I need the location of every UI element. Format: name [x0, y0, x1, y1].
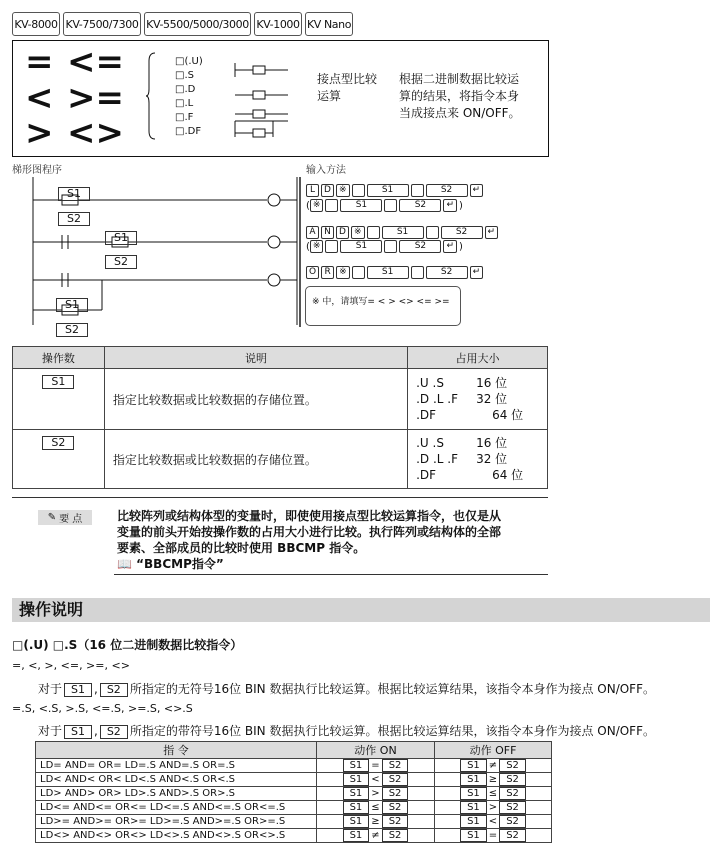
desc-type-line-2: 运算 [317, 89, 342, 103]
ops-signed: =.S, <.S, >.S, <=.S, >=.S, <>.S [12, 702, 193, 715]
off-op: ≤ [488, 788, 498, 799]
size-type: .U .S [416, 376, 444, 390]
operator-gt: > [25, 113, 54, 153]
s2-box: S2 [499, 787, 526, 800]
col-desc: 说明 [104, 347, 407, 369]
s2-box: S2 [499, 815, 526, 828]
instruction-header [12, 40, 549, 157]
suffix-f: □.F [175, 112, 194, 123]
input-row-ld-alt [306, 199, 463, 212]
key-space [426, 226, 439, 239]
on-op: ≤ [371, 802, 380, 813]
s1-box: S1 [343, 787, 370, 800]
on-op: < [371, 774, 380, 785]
note-title [38, 510, 92, 525]
suffix-l: □.L [175, 98, 194, 109]
tab-kvnano[interactable]: KV Nano [305, 12, 353, 36]
para-text: 所指定的无符号16位 BIN 数据执行比较运算。根据比较运算结果，该指令本身作为接点 ON/OFF。 [129, 682, 655, 696]
s2-box: S2 [382, 801, 409, 814]
para-comma: , [94, 724, 98, 738]
key-s2: S2 [426, 266, 468, 279]
pin-icon: ✎ [47, 512, 57, 523]
note-divider-top [12, 497, 548, 498]
enter-icon: ↵ [443, 240, 457, 253]
operand-cell [13, 430, 105, 489]
key-space [325, 240, 338, 253]
key-s1: S1 [382, 226, 424, 239]
note-divider-bottom [114, 574, 548, 575]
operand-s2: S2 [42, 436, 74, 450]
suffix-u: □(.U) [175, 56, 203, 67]
col-off: 动作 OFF [435, 742, 552, 759]
enter-icon: ↵ [470, 266, 484, 279]
s1-box: S1 [460, 787, 487, 800]
instr-cell: LD>= AND>= OR>= LD>=.S AND>=.S OR>=.S [36, 815, 317, 829]
size-type: .DF [416, 468, 437, 482]
off-op: < [488, 816, 498, 827]
operand-table [12, 346, 548, 489]
off-cell [435, 787, 552, 801]
instruction-table [35, 741, 552, 843]
off-cell [435, 801, 552, 815]
subtitle: □(.U) □.S（16 位二进制数据比较指令） [12, 638, 243, 652]
s1-box: S1 [460, 815, 487, 828]
off-cell [435, 815, 552, 829]
table-row [36, 759, 552, 773]
brace-icon [145, 51, 157, 141]
size-bits: 32 位 [476, 392, 508, 406]
size-type: .D .L .F [416, 392, 458, 406]
s1-box: S1 [460, 759, 487, 772]
size-type: .U .S [416, 436, 444, 450]
s2-box: S2 [382, 787, 409, 800]
paren-open: ( [306, 200, 310, 212]
operand-desc: 指定比较数据或比较数据的存储位置。 [104, 430, 407, 489]
note-body [117, 508, 547, 572]
off-cell [435, 759, 552, 773]
operand-sizes [408, 369, 548, 430]
desc-func-line-2: 算的结果，将指令本身 [399, 89, 520, 103]
off-op: ≠ [488, 760, 498, 771]
key-s1: S1 [340, 199, 382, 212]
input-row-or [306, 266, 485, 279]
header-desc-type [317, 71, 377, 105]
contact-symbols-icon [233, 57, 293, 141]
key-a: A [306, 226, 319, 239]
suffix-s: □.S [175, 70, 194, 81]
key-s2: S2 [441, 226, 483, 239]
on-cell [317, 815, 435, 829]
input-row-ld [306, 184, 485, 197]
ladder-s2-r3 [56, 318, 88, 337]
ladder-title: 梯形图程序 [12, 165, 62, 176]
input-note: ※ 中，请填写= < > <> <= >= [312, 297, 450, 307]
ladder-s1-r1 [58, 182, 90, 201]
s2-box: S2 [499, 759, 526, 772]
note-line-3: 要素、全部成员的比较时使用 BBCMP 指令。 [117, 541, 366, 555]
operator-eq: = [25, 42, 54, 82]
desc-type-line-1: 接点型比较 [317, 72, 378, 86]
size-type: .D .L .F [416, 452, 458, 466]
enter-icon: ↵ [443, 199, 457, 212]
inline-s2: S2 [100, 725, 128, 739]
s2-box: S2 [499, 801, 526, 814]
s1-box: S1 [343, 773, 370, 786]
ladder-label-s2: S2 [105, 255, 137, 269]
paren-close: ) [459, 241, 463, 253]
on-cell [317, 787, 435, 801]
s2-box: S2 [382, 815, 409, 828]
ladder-label-s1: S1 [58, 187, 90, 201]
on-cell [317, 801, 435, 815]
key-r: R [321, 266, 334, 279]
ladder-label-s2: S2 [56, 323, 88, 337]
off-op: > [488, 802, 498, 813]
key-cmp: ※ [336, 266, 350, 279]
s2-box: S2 [499, 773, 526, 786]
key-space [352, 266, 365, 279]
instr-cell: LD= AND= OR= LD=.S AND=.S OR=.S [36, 759, 317, 773]
note-ref-text[interactable]: “BBCMP指令” [136, 557, 224, 571]
operand-desc: 指定比较数据或比较数据的存储位置。 [104, 369, 407, 430]
on-cell [317, 759, 435, 773]
off-cell [435, 773, 552, 787]
key-n: N [321, 226, 334, 239]
operator-le: <= [67, 42, 124, 82]
table-row [13, 430, 548, 489]
key-d: D [336, 226, 349, 239]
s2-box: S2 [382, 773, 409, 786]
instr-cell: LD< AND< OR< LD<.S AND<.S OR<.S [36, 773, 317, 787]
key-space [367, 226, 380, 239]
size-type: .DF [416, 408, 437, 422]
key-s1: S1 [367, 184, 409, 197]
col-instr: 指 令 [36, 742, 317, 759]
off-op: = [488, 830, 498, 841]
s1-box: S1 [343, 759, 370, 772]
input-bracket [299, 177, 301, 327]
on-cell [317, 829, 435, 843]
col-size: 占用大小 [408, 347, 548, 369]
book-icon: 📖 [117, 557, 132, 571]
key-space [352, 184, 365, 197]
suffix-df: □.DF [175, 126, 202, 137]
header-desc-function [399, 71, 521, 122]
inline-s1: S1 [64, 683, 92, 697]
s2-box: S2 [499, 829, 526, 842]
s1-box: S1 [460, 801, 487, 814]
note-ref[interactable] [117, 556, 547, 572]
key-cmp: ※ [310, 199, 324, 212]
key-s1: S1 [367, 266, 409, 279]
s1-box: S1 [460, 773, 487, 786]
key-space [384, 240, 397, 253]
para-text: 对于 [38, 724, 63, 738]
size-bits: 64 位 [492, 468, 524, 482]
on-op: ≥ [371, 816, 380, 827]
para-text: 对于 [38, 682, 63, 696]
para-comma: , [94, 682, 98, 696]
desc-func-line-3: 当成接点来 ON/OFF。 [399, 106, 521, 120]
inline-s1: S1 [64, 725, 92, 739]
s1-box: S1 [343, 829, 370, 842]
off-op: ≥ [488, 774, 498, 785]
s1-box: S1 [343, 801, 370, 814]
suffix-d: □.D [175, 84, 196, 95]
enter-icon: ↵ [470, 184, 484, 197]
key-cmp: ※ [351, 226, 365, 239]
size-bits: 16 位 [476, 376, 508, 390]
operator-ge: >= [67, 78, 124, 118]
size-bits: 16 位 [476, 436, 508, 450]
para-signed [38, 722, 655, 739]
key-cmp: ※ [336, 184, 350, 197]
instr-cell: LD> AND> OR> LD>.S AND>.S OR>.S [36, 787, 317, 801]
key-s1: S1 [340, 240, 382, 253]
ops-unsigned: =, <, >, <=, >=, <> [12, 659, 130, 672]
key-space [411, 266, 424, 279]
input-note-box [305, 286, 461, 326]
operator-ne: <> [67, 113, 124, 153]
operator-lt: < [25, 78, 54, 118]
ladder-s1-r2 [105, 226, 137, 245]
enter-icon: ↵ [485, 226, 499, 239]
key-space [411, 184, 424, 197]
operand-cell [13, 369, 105, 430]
section-title: 操作说明 [12, 598, 710, 622]
inline-s2: S2 [100, 683, 128, 697]
note-line-2: 变量的前头开始按操作数的占用大小进行比较。执行阵列或结构体的全部 [117, 525, 502, 539]
paren-close: ) [459, 200, 463, 212]
para-unsigned [38, 680, 655, 697]
col-on: 动作 ON [317, 742, 435, 759]
desc-func-line-1: 根据二进制数据比较运 [399, 72, 520, 86]
key-d: D [321, 184, 334, 197]
paren-open: ( [306, 241, 310, 253]
key-space [384, 199, 397, 212]
table-row [36, 815, 552, 829]
operand-sizes [408, 430, 548, 489]
note-title-text: 要 点 [59, 514, 83, 525]
s2-box: S2 [382, 759, 409, 772]
col-operand: 操作数 [13, 347, 105, 369]
on-op: = [371, 760, 380, 771]
on-op: ≠ [371, 830, 380, 841]
input-row-and [306, 226, 500, 239]
table-row [36, 773, 552, 787]
off-cell [435, 829, 552, 843]
ladder-label-s2: S2 [58, 212, 90, 226]
size-bits: 32 位 [476, 452, 508, 466]
key-s2: S2 [399, 240, 441, 253]
on-op: > [371, 788, 380, 799]
key-cmp: ※ [310, 240, 324, 253]
table-row [13, 369, 548, 430]
instr-cell: LD<= AND<= OR<= LD<=.S AND<=.S OR<=.S [36, 801, 317, 815]
tab-kv1000[interactable]: KV-1000 [254, 12, 302, 36]
on-cell [317, 773, 435, 787]
input-row-and-alt [306, 240, 463, 253]
s1-box: S1 [460, 829, 487, 842]
key-space [325, 199, 338, 212]
instr-cell: LD<> AND<> OR<> LD<>.S AND<>.S OR<>.S [36, 829, 317, 843]
s1-box: S1 [343, 815, 370, 828]
operand-table-header [13, 347, 548, 369]
operand-s1: S1 [42, 375, 74, 389]
input-title: 输入方法 [306, 165, 346, 176]
instruction-table-header [36, 742, 552, 759]
table-row [36, 801, 552, 815]
key-l: L [306, 184, 319, 197]
ladder-s1-r3 [56, 293, 88, 312]
key-s2: S2 [399, 199, 441, 212]
tab-kv8000[interactable]: KV-8000 [12, 12, 60, 36]
size-bits: 64 位 [492, 408, 524, 422]
key-o: O [306, 266, 319, 279]
ladder-label-s1: S1 [56, 298, 88, 312]
tab-kv5500[interactable]: KV-5500/5000/3000 [144, 12, 251, 36]
note-line-1: 比较阵列或结构体型的变量时，即使使用接点型比较运算指令，也仅是从 [117, 509, 502, 523]
ladder-s2-r2 [105, 250, 137, 269]
ladder-label-s1: S1 [105, 231, 137, 245]
tab-kv7500[interactable]: KV-7500/7300 [63, 12, 141, 36]
s2-box: S2 [382, 829, 409, 842]
table-row [36, 829, 552, 843]
key-s2: S2 [426, 184, 468, 197]
para-text: 所指定的带符号16位 BIN 数据执行比较运算。根据比较运算结果，该指令本身作为接点 ON/OFF。 [129, 724, 655, 738]
table-row [36, 787, 552, 801]
ladder-s2-r1 [58, 207, 90, 226]
